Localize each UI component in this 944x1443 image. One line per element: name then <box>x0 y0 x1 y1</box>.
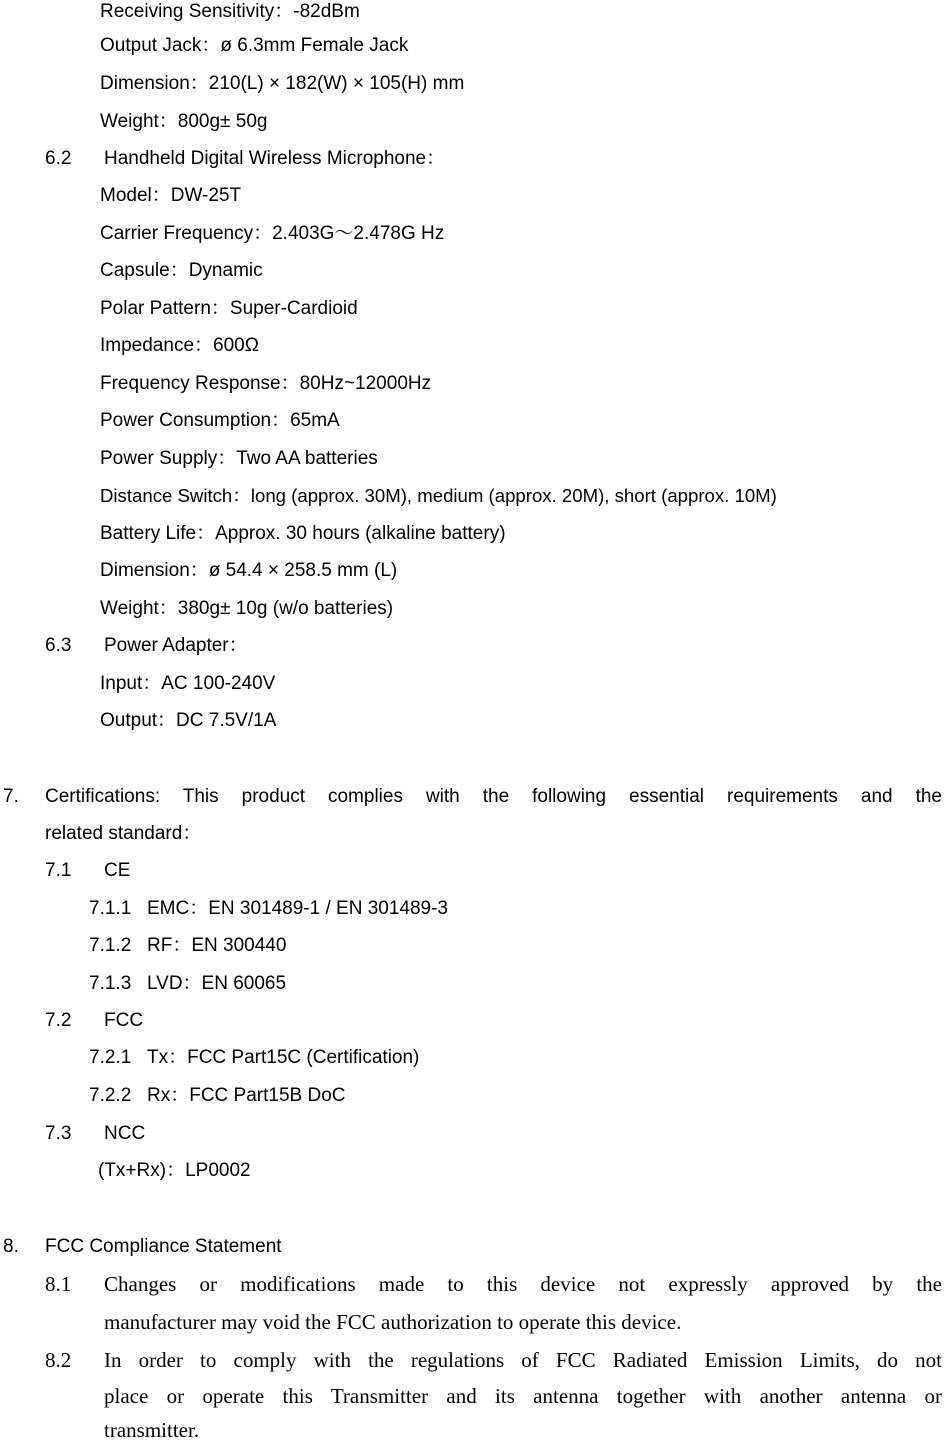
receiver-weight: Weight：800g± 50g <box>100 111 268 132</box>
power-adapter-heading: Power Adapter： <box>104 635 248 656</box>
fcc-item-number: 7.2.2 <box>89 1085 132 1106</box>
section-number-6-3: 6.3 <box>45 635 72 656</box>
receiving-sensitivity: Receiving Sensitivity：-82dBm <box>100 1 360 22</box>
receiver-dimension: Dimension：210(L) × 182(W) × 105(H) mm <box>100 73 465 94</box>
section-number-7: 7. <box>3 786 19 807</box>
ce-item-number: 7.1.3 <box>89 973 132 994</box>
adapter-output: Output：DC 7.5V/1A <box>100 710 277 731</box>
paragraph-8-1-line2: manufacturer may void the FCC authorization to operate this device. <box>104 1310 682 1334</box>
paragraph-8-1-line1: Changes or modifications made to this device not expressly approved by the <box>104 1272 942 1296</box>
section-number-8: 8. <box>3 1236 19 1257</box>
ce-item-number: 7.1.2 <box>89 935 132 956</box>
mic-spec-model: Model：DW-25T <box>100 185 242 206</box>
mic-spec-polar-pattern: Polar Pattern：Super-Cardioid <box>100 298 358 319</box>
mic-spec-carrier-frequency: Carrier Frequency：2.403G～2.478G Hz <box>100 223 445 244</box>
fcc-item-number: 7.2.1 <box>89 1047 132 1068</box>
mic-spec-power-supply: Power Supply：Two AA batteries <box>100 448 378 469</box>
mic-spec-power-consumption: Power Consumption：65mA <box>100 410 340 431</box>
mic-spec-dimension: Dimension：ø 54.4 × 258.5 mm (L) <box>100 560 398 581</box>
ce-item-number: 7.1.1 <box>89 898 132 919</box>
ncc-detail: (Tx+Rx)：LP0002 <box>98 1160 251 1181</box>
ncc-label: NCC <box>104 1123 146 1144</box>
ce-item-rf: RF：EN 300440 <box>147 935 287 956</box>
microphone-heading: Handheld Digital Wireless Microphone： <box>104 148 446 169</box>
ce-label: CE <box>104 860 131 881</box>
mic-spec-impedance: Impedance：600Ω <box>100 335 259 356</box>
mic-spec-capsule: Capsule：Dynamic <box>100 260 263 281</box>
paragraph-number-8-2: 8.2 <box>45 1348 72 1372</box>
output-jack: Output Jack：ø 6.3mm Female Jack <box>100 35 409 56</box>
section-number-7-3: 7.3 <box>45 1123 72 1144</box>
certifications-intro-line2: related standard： <box>45 823 202 844</box>
adapter-input: Input：AC 100-240V <box>100 673 276 694</box>
paragraph-8-2-line2: place or operate this Transmitter and its antenna together with another antenna or <box>104 1384 942 1408</box>
fcc-label: FCC <box>104 1010 144 1031</box>
paragraph-8-2-line3: transmitter. <box>104 1418 200 1442</box>
mic-spec-frequency-response: Frequency Response：80Hz~12000Hz <box>100 373 432 394</box>
fcc-statement-heading: FCC Compliance Statement <box>45 1236 282 1257</box>
certifications-intro-line1: Certifications: This product complies with the following essential requirements and the <box>45 786 942 807</box>
paragraph-8-2-line1: In order to comply with the regulations of FCC Radiated Emission Limits, do not <box>104 1348 942 1372</box>
ce-item-lvd: LVD：EN 60065 <box>147 973 287 994</box>
paragraph-number-8-1: 8.1 <box>45 1272 72 1296</box>
section-number-6-2: 6.2 <box>45 148 72 169</box>
fcc-item-rx: Rx：FCC Part15B DoC <box>147 1085 346 1106</box>
ce-item-emc: EMC：EN 301489-1 / EN 301489-3 <box>147 898 448 919</box>
mic-spec-weight: Weight：380g± 10g (w/o batteries) <box>100 598 394 619</box>
mic-spec-battery-life: Battery Life：Approx. 30 hours (alkaline battery) <box>100 523 506 544</box>
section-number-7-2: 7.2 <box>45 1010 72 1031</box>
section-number-7-1: 7.1 <box>45 860 72 881</box>
fcc-item-tx: Tx：FCC Part15C (Certification) <box>147 1047 420 1068</box>
mic-spec-distance-switch: Distance Switch：long (approx. 30M), medium (approx. 20M), short (approx. 10M) <box>100 485 777 506</box>
